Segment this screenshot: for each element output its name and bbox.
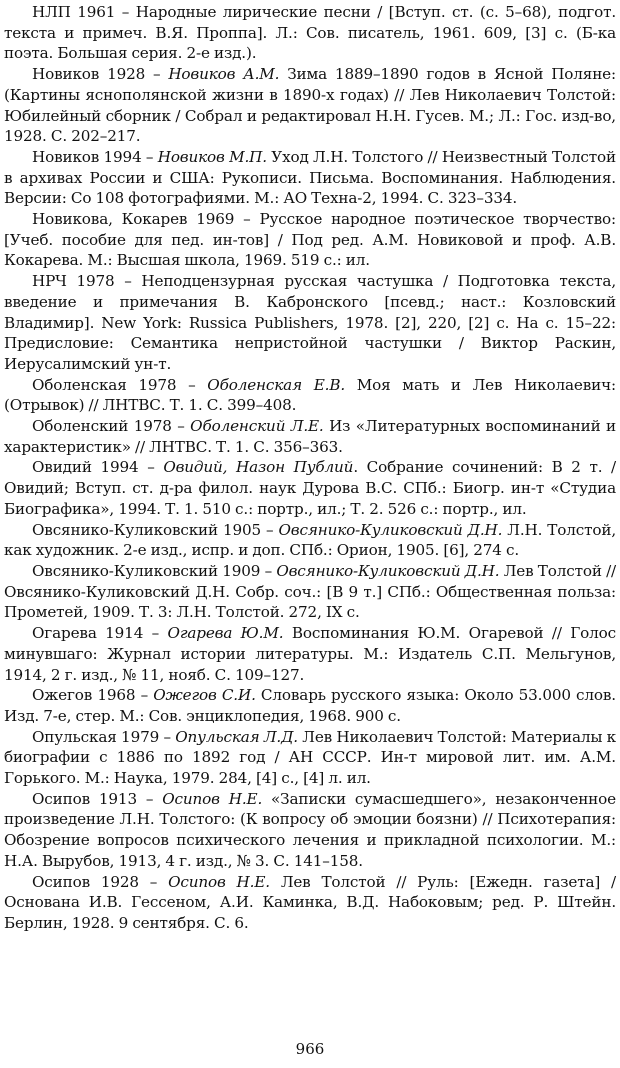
bibliography-entry [4, 457, 616, 519]
entry-author: Овсянико-Куликовский Д.Н. [278, 520, 503, 539]
entry-key: НРЧ 1978 – [32, 272, 142, 291]
bibliography-list [4, 2, 616, 934]
entry-author: Огарева Ю.М. [167, 624, 284, 643]
entry-text: Моя мать и Лев Николаевич: (Отрывок) // ЛНТВС. Т. 1. С. 399–408. [4, 375, 616, 415]
entry-text: Уход Л.Н. Толстого // Неизвестный Толстой в архивах России и США: Рукописи. Письма. Воспоминания. Наблюдения. Версии: Со 108 фотографиями. М.: АО Техна-2, 1994. С. 323–334. [4, 147, 616, 208]
entry-author: Опульская Л.Д. [175, 727, 298, 746]
entry-author: Осипов Н.Е. [168, 872, 270, 891]
entry-author: Овидий, Назон Публий [163, 458, 354, 477]
entry-text: Словарь русского языка: Около 53.000 слов. Изд. 7-е, стер. М.: Сов. энциклопедия, 1968. 900 с. [4, 686, 616, 725]
entry-key: НЛП 1961 – [32, 3, 136, 21]
entry-text: . Собрание сочинений: В 2 т. / Овидий; Вступ. ст. д-ра филол. наук Дурова В.С. СПб.: Биогр. ин-т «Студиа Биографика», 1994. Т. 1. 510 с.: портр., ил.; Т. 2. 526 с.: портр., ил. [4, 458, 616, 518]
bibliography-entry [4, 623, 616, 685]
entry-author: Овсянико-Куликовский Д.Н. [276, 561, 500, 580]
entry-text: Л.Н. Толстой, как художник. 2-е изд., испр. и доп. СПб.: Орион, 1905. [6], 274 с. [4, 520, 616, 560]
bibliography-entry [4, 64, 616, 147]
bibliography-entry [4, 271, 616, 375]
bibliography-entry [4, 2, 616, 64]
entry-author: Ожегов С.И. [153, 686, 256, 705]
bibliography-entry [4, 727, 616, 789]
entry-key: Опульская 1979 – [32, 727, 176, 746]
entry-key: Оболенская 1978 – [32, 375, 208, 394]
entry-key: Осипов 1928 – [32, 872, 169, 891]
entry-author: Оболенский Л.Е. [190, 417, 324, 436]
entry-key: Новикова, Кокарев 1969 – [32, 210, 260, 229]
entry-text: Воспоминания Ю.М. Огаревой // Голос минувшаго: Журнал истории литературы. М.: Издатель С.П. Мельгунов, 1914, 2 г. изд., № 11, нояб. С. 109–127. [4, 624, 616, 684]
entry-key: Ожегов 1968 – [32, 686, 154, 705]
bibliography-entry [4, 561, 616, 623]
entry-key: Новиков 1928 – [32, 65, 169, 84]
page-number: 966 [295, 1040, 325, 1058]
entry-author: Оболенская Е.В. [207, 375, 346, 394]
entry-text: Зима 1889–1890 годов в Ясной Поляне: (Картины яснополянской жизни в 1890-х годах) // Лев Николаевич Толстой: Юбилейный сборник / Собрал и редактировал Н.Н. Гусев. М.; Л.: Гос. изд-во, 1928. С. 202–217. [4, 65, 616, 146]
bibliography-entry [4, 872, 616, 934]
entry-key: Новиков 1994 – [32, 147, 158, 166]
entry-key: Овидий 1994 – [32, 458, 164, 477]
entry-author: Новиков М.П. [157, 147, 267, 166]
bibliography-entry [4, 685, 616, 726]
bibliography-entry [4, 416, 616, 457]
entry-text: Лев Николаевич Толстой: Материалы к биографии с 1886 по 1892 год / АН СССР. Ин-т мировой лит. им. А.М. Горького. М.: Наука, 1979. 284, [4] с., [4] л. ил. [4, 727, 616, 788]
bibliography-entry [4, 789, 616, 872]
entry-key: Осипов 1913 – [32, 789, 163, 808]
entry-key: Овсянико-Куликовский 1909 – [32, 561, 277, 580]
entry-text: Лев Толстой // Овсянико-Куликовский Д.Н. Собр. соч.: [В 9 т.] СПб.: Общественная польза: Прометей, 1909. Т. 3: Л.Н. Толстой. 272, IX с. [4, 561, 616, 622]
entry-text: Лев Толстой // Руль: [Ежедн. газета] / Основана И.В. Гессеном, А.И. Каминка, В.Д. Набоковым; ред. Р. Штейн. Берлин, 1928. 9 сентября. С. 6. [4, 872, 616, 932]
bibliography-entry [4, 209, 616, 271]
entry-text: Народные лирические песни / [Вступ. ст. (с. 5–68), подгот. текста и примеч. В.Я. Проппа]. Л.: Сов. писатель, 1961. 609, [3] с. (Б-ка поэта. Большая серия. 2-е изд.). [4, 3, 616, 63]
entry-author: Новиков А.М. [168, 65, 280, 84]
entry-text: Русское народное поэтическое творчество: [Учеб. пособие для пед. ин-тов] / Под ред. А.М. Новиковой и проф. А.В. Кокарева. М.: Высшая школа, 1969. 519 с.: ил. [4, 210, 616, 270]
bibliography-entry [4, 375, 616, 416]
entry-author: Осипов Н.Е. [162, 789, 263, 808]
entry-text: «Записки сумасшедшего», незаконченное произведение Л.Н. Толстого: (К вопросу об эмоции боязни) // Психотерапия: Обозрение вопросов психического лечения и прикладной психологии. М.: Н.А. Вырубов, 1913, 4 г. изд., № 3. С. 141–158. [4, 789, 616, 870]
entry-key: Огарева 1914 – [32, 624, 168, 643]
bibliography-entry [4, 147, 616, 209]
entry-key: Оболенский 1978 – [32, 417, 191, 436]
entry-key: Овсянико-Куликовский 1905 – [32, 520, 279, 539]
bibliography-entry [4, 520, 616, 561]
entry-text: Неподцензурная русская частушка / Подготовка текста, введение и примечания В. Кабронского [псевд.; наст.: Козловский Владимир]. New York: Russica Publishers, 1978. [2], 220, [2] с. На с. 15–22: Предисловие: Семантика непристойной частушки / Виктор Раскин, Иерусалимский ун-т. [4, 272, 616, 373]
entry-text: Из «Литературных воспоминаний и характеристик» // ЛНТВС. Т. 1. С. 356–363. [4, 417, 616, 456]
